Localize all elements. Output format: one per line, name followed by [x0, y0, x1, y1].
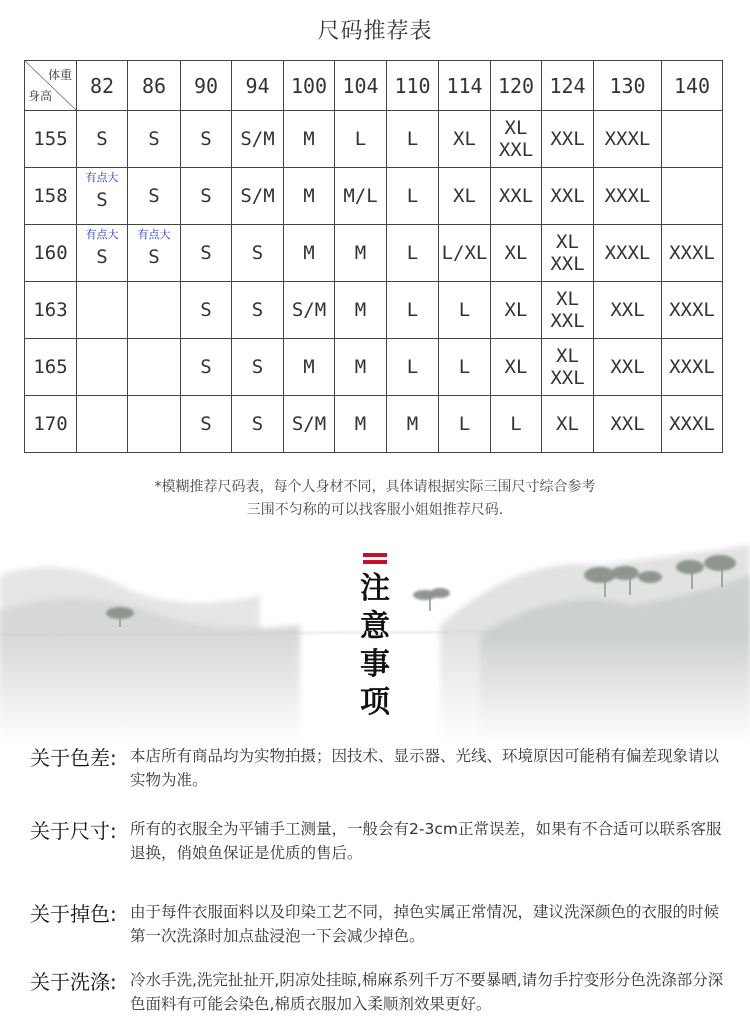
note-text: 所有的衣服全为平铺手工测量，一般会有2-3cm正常误差，如果有不合适可以联系客服退换，俏娘鱼保证是优质的售后。: [130, 820, 722, 862]
size-cell: [232, 111, 284, 168]
size-cell: [181, 282, 232, 339]
size-cell: [335, 282, 387, 339]
size-cell: [662, 282, 723, 339]
size-cell: [594, 396, 662, 453]
size-value: XXXL: [604, 128, 651, 150]
size-value: XXL: [550, 185, 585, 207]
size-cell: [594, 225, 662, 282]
size-cell: [387, 339, 439, 396]
weight-header-cell: 100: [284, 61, 335, 111]
size-value: XXXL: [669, 356, 715, 378]
size-value: M: [406, 413, 419, 435]
size-value: L: [354, 128, 367, 150]
size-value: S: [200, 185, 212, 207]
size-value: XL: [556, 288, 579, 310]
attention-char-2: 意: [360, 609, 390, 644]
size-cell: [128, 282, 181, 339]
size-cell: [335, 339, 387, 396]
size-value: M: [303, 242, 315, 264]
size-cell: [542, 339, 594, 396]
size-value: M: [354, 242, 367, 264]
weight-header-cell: 94: [232, 61, 284, 111]
height-axis-label: 身高: [28, 89, 53, 103]
weight-header-cell: 114: [439, 61, 491, 111]
size-value: XL: [504, 242, 528, 264]
size-value: S/M: [291, 413, 327, 435]
size-cell: [491, 111, 542, 168]
size-value: S: [251, 299, 264, 321]
footnote-line-1: *模糊推荐尺码表，每个人身材不同，具体请根据实际三围尺寸综合参考: [154, 479, 596, 495]
size-cell: [662, 339, 723, 396]
size-value: XL: [504, 299, 528, 321]
size-value: M: [354, 299, 367, 321]
size-value: M: [303, 185, 315, 207]
note-label: 关于尺寸:: [30, 819, 117, 843]
size-cell: [439, 225, 491, 282]
size-cell: [77, 168, 128, 225]
size-cell: [181, 225, 232, 282]
size-cell: [491, 396, 542, 453]
table-row: [25, 396, 723, 453]
size-cell: [232, 225, 284, 282]
size-cell: [181, 111, 232, 168]
weight-axis-label: 体重: [47, 68, 72, 82]
size-value: M: [303, 356, 315, 378]
size-value: XXXL: [669, 242, 715, 264]
note-text: 由于每件衣服面料以及印染工艺不同，掉色实属正常情况，建议洗深颜色的衣服的时候第一次洗涤时加点盐浸泡一下会减少掉色。: [130, 903, 720, 945]
weight-header-cell: 86: [128, 61, 181, 111]
size-value: XXXL: [604, 242, 651, 264]
note-text: 冷水手洗,洗完扯扯开,阴凉处挂晾,棉麻系列千万不要暴晒,请勿手拧变形分色洗涤部分深色面料有可能会染色,棉质衣服加入柔顺剂效果更好。: [130, 971, 724, 1013]
size-cell: [77, 225, 128, 282]
size-value: L/XL: [441, 242, 488, 264]
attention-char-3: 事: [360, 647, 390, 682]
size-value: S/M: [291, 299, 327, 321]
size-value: XL: [556, 345, 579, 367]
weight-header-cell: 82: [77, 61, 128, 111]
size-value: XL: [453, 128, 476, 150]
size-value: M: [354, 356, 367, 378]
size-value: XXL: [610, 413, 645, 435]
height-cell: 170: [25, 396, 77, 453]
size-value: XXL: [498, 185, 534, 207]
size-value: S: [251, 242, 264, 264]
table-row: [25, 282, 723, 339]
size-value: XXL: [550, 128, 585, 150]
size-value: S: [96, 128, 108, 150]
weight-header-row: [25, 61, 723, 111]
table-row: [25, 225, 723, 282]
size-value: XXXL: [669, 299, 715, 321]
size-cell: [491, 339, 542, 396]
size-value: L: [458, 413, 471, 435]
size-cell: [232, 168, 284, 225]
table-row: [25, 339, 723, 396]
size-cell: [284, 168, 335, 225]
note-label: 关于色差:: [30, 746, 117, 770]
size-value: L: [510, 413, 522, 435]
page-title: 尺码推荐表: [317, 19, 433, 44]
size-cell: [594, 111, 662, 168]
height-cell: 155: [25, 111, 77, 168]
size-cell: [491, 282, 542, 339]
size-value: S: [200, 128, 212, 150]
weight-header-cell: 120: [491, 61, 542, 111]
size-cell: [77, 111, 128, 168]
height-cell: 160: [25, 225, 77, 282]
size-cell: [232, 396, 284, 453]
size-cell: [387, 168, 439, 225]
weight-header-cell: 90: [181, 61, 232, 111]
weight-header-cell: 140: [662, 61, 723, 111]
size-value: S: [96, 246, 108, 268]
weight-header-cell: 124: [542, 61, 594, 111]
size-cell: [128, 168, 181, 225]
size-cell: [232, 339, 284, 396]
size-value: S: [200, 413, 212, 435]
size-chart-table: [24, 60, 723, 453]
size-cell: [128, 396, 181, 453]
weight-header-cell: 104: [335, 61, 387, 111]
size-value: S: [200, 299, 212, 321]
size-cell: [594, 168, 662, 225]
size-note: 有点大: [137, 228, 171, 241]
weight-header-cell: 110: [387, 61, 439, 111]
attention-char-1: 注: [360, 571, 390, 606]
size-cell: [594, 339, 662, 396]
size-value: S/M: [240, 128, 275, 150]
size-value: XL: [453, 185, 476, 207]
size-value: L: [406, 242, 419, 264]
size-value: XXXL: [669, 413, 715, 435]
size-value-alt: XXL: [550, 367, 585, 389]
size-cell: [662, 111, 723, 168]
size-value: XL: [556, 231, 579, 253]
size-value: L: [406, 128, 419, 150]
size-cell: [491, 168, 542, 225]
size-cell: [77, 282, 128, 339]
size-cell: [181, 339, 232, 396]
size-cell: [128, 225, 181, 282]
size-cell: [387, 111, 439, 168]
size-note: 有点大: [85, 228, 119, 241]
size-cell: [181, 396, 232, 453]
size-cell: [284, 282, 335, 339]
size-value: S/M: [240, 185, 275, 207]
size-value: S: [96, 189, 108, 211]
red-bars-icon: [363, 553, 387, 564]
size-cell: [387, 396, 439, 453]
size-cell: [335, 111, 387, 168]
weight-header-cell: 130: [594, 61, 662, 111]
attention-char-4: 项: [360, 685, 390, 720]
height-cell: 158: [25, 168, 77, 225]
size-cell: [387, 282, 439, 339]
size-cell: [439, 282, 491, 339]
size-value-alt: XXL: [550, 310, 585, 332]
size-cell: [232, 282, 284, 339]
size-value: S: [251, 356, 264, 378]
size-value: S: [200, 242, 212, 264]
size-value-alt: XXL: [498, 139, 534, 161]
note-label: 关于洗涤:: [30, 970, 117, 994]
note-label: 关于掉色:: [30, 902, 117, 926]
size-cell: [335, 168, 387, 225]
size-cell: [439, 339, 491, 396]
table-row: [25, 168, 723, 225]
attention-heading: [355, 553, 395, 722]
size-cell: [594, 282, 662, 339]
size-value: S: [148, 128, 160, 150]
size-value: L: [406, 356, 419, 378]
size-cell: [335, 225, 387, 282]
size-cell: [542, 225, 594, 282]
size-value: L: [458, 299, 471, 321]
size-value: S: [148, 246, 160, 268]
size-value-alt: XXL: [550, 253, 585, 275]
size-cell: [128, 111, 181, 168]
height-cell: 163: [25, 282, 77, 339]
note-text: 本店所有商品均为实物拍摄；因技术、显示器、光线、环境原因可能稍有偏差现象请以实物为准。: [130, 747, 720, 789]
footnote-line-2: 三围不匀称的可以找客服小姐姐推荐尺码.: [246, 502, 504, 518]
size-value: XL: [556, 413, 579, 435]
size-note: 有点大: [85, 171, 119, 184]
size-cell: [542, 111, 594, 168]
size-value: L: [406, 299, 419, 321]
table-row: [25, 111, 723, 168]
size-value: S: [251, 413, 264, 435]
size-cell: [662, 396, 723, 453]
size-value: XXL: [610, 356, 645, 378]
size-cell: [284, 225, 335, 282]
size-cell: [439, 111, 491, 168]
size-value: XXL: [610, 299, 645, 321]
size-cell: [284, 111, 335, 168]
size-cell: [439, 396, 491, 453]
size-cell: [662, 225, 723, 282]
size-value: XXXL: [604, 185, 651, 207]
size-cell: [491, 225, 542, 282]
size-value: M: [354, 413, 367, 435]
size-cell: [387, 225, 439, 282]
size-cell: [542, 168, 594, 225]
size-value: S: [148, 185, 160, 207]
size-cell: [542, 396, 594, 453]
size-cell: [542, 282, 594, 339]
size-cell: [77, 396, 128, 453]
size-cell: [128, 339, 181, 396]
size-value: XL: [504, 117, 528, 139]
size-value: L: [458, 356, 471, 378]
size-value: XL: [504, 356, 528, 378]
size-cell: [181, 168, 232, 225]
size-value: S: [200, 356, 212, 378]
size-value: M/L: [343, 185, 378, 207]
size-cell: [335, 396, 387, 453]
table-corner-cell: [25, 61, 77, 111]
size-value: M: [303, 128, 315, 150]
size-cell: [284, 396, 335, 453]
size-value: L: [406, 185, 419, 207]
height-cell: 165: [25, 339, 77, 396]
size-cell: [662, 168, 723, 225]
size-cell: [439, 168, 491, 225]
size-cell: [77, 339, 128, 396]
size-cell: [284, 339, 335, 396]
